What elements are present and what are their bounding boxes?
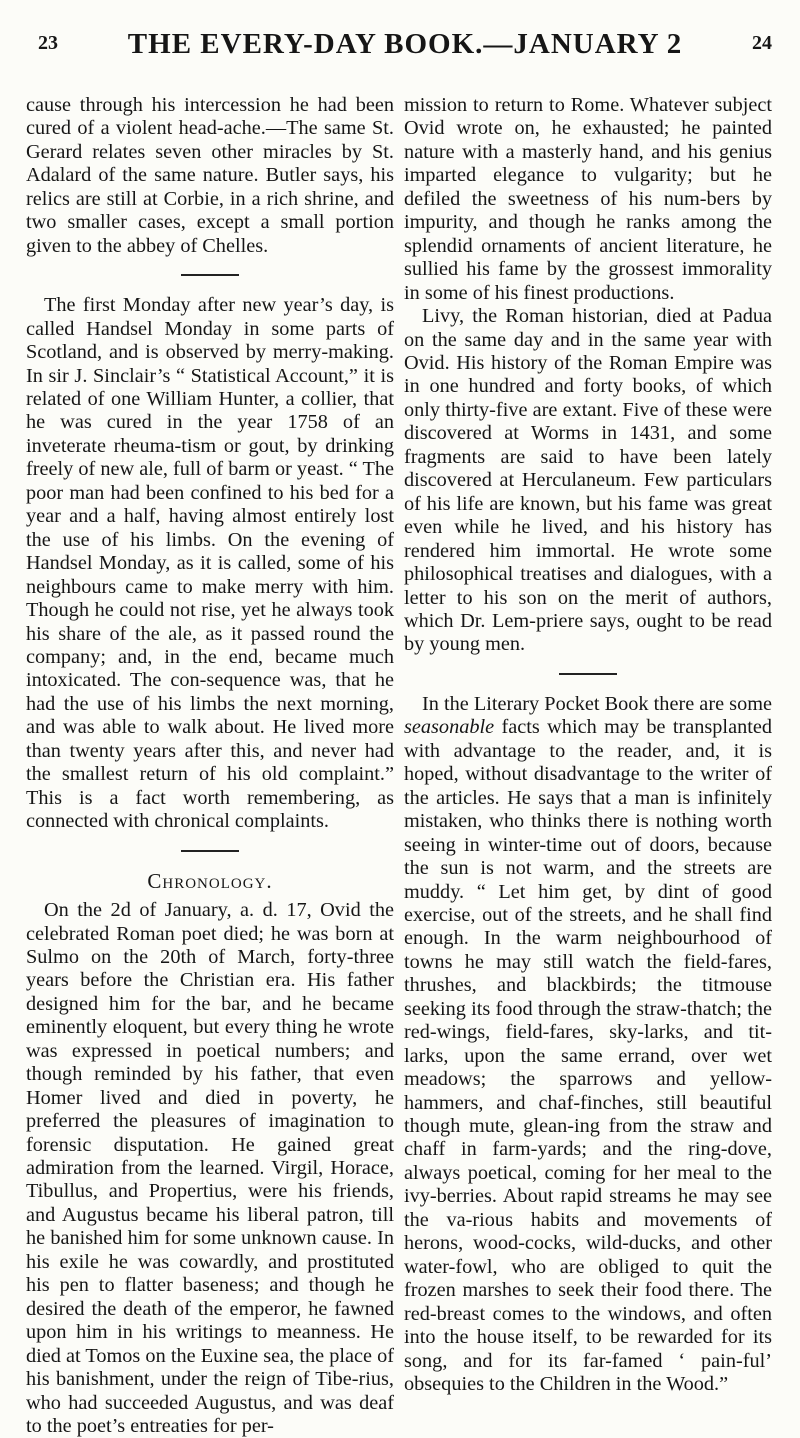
section-divider xyxy=(559,673,617,675)
section-divider xyxy=(181,850,239,852)
paragraph-handsel-monday: The first Monday after new year’s day, is called Handsel Monday in some parts of Scotland, and is observed by merry-making. In sir J. Sinclair’s “ Statistical Account,” it is related of one William Hunter, a collier, that he was cured in the year 1758 of an inveterate rheuma-tism or gout, by drinking freely of new ale, full of barm or yeast. “ The poor man had been confined to his bed for a year and a half, having almost entirely lost the use of his limbs. On the evening of Handsel Monday, as it is called, some of his neighbours came to make merry with him. Though he could not rise, yet he always took his share of the ale, as it passed round the company; and, in the end, became much intoxicated. The con-sequence was, that he had the use of his limbs the next morning, and was able to walk about. He lived more than twenty years after this, and never had the smallest return of his old complaint.” This is a fact worth remembering, as connected with chronical complaints. xyxy=(26,294,394,833)
page-number-left: 23 xyxy=(38,32,58,54)
paragraph-ovid: On the 2d of January, a. d. 17, Ovid the celebrated Roman poet died; he was born at Sulmo on the 20th of March, forty-three years before the Christian era. His father designed him for the bar, and he became eminently eloquent, but every thing he wrote was expressed in poetical numbers; and though reminded by his father, that even Homer lived and died in poverty, he preferred the pleasures of imagination to forensic disputation. He gained great admiration from the learned. Virgil, Horace, Tibullus, and Propertius, were his friends, and Augustus became his liberal patron, till he banished him for some unknown cause. In his exile he was cowardly, and prostituted his pen to flatter baseness; and though he desired the death of the emperor, he fawned upon him in his writings to meanness. He died at Tomos on the Euxine sea, the place of his banishment, under the reign of Tibe-rius, who had succeeded Augustus, and was deaf to the poet’s entreaties for per- xyxy=(26,899,394,1438)
emphasis-seasonable: seasonable xyxy=(404,716,495,739)
right-column xyxy=(404,94,772,1396)
left-column xyxy=(26,94,394,1438)
paragraph-text-start: In the Literary Pocket Book there are some xyxy=(422,692,772,715)
page-number-right: 24 xyxy=(752,32,772,54)
paragraph-literary-pocket-book xyxy=(404,693,772,1397)
chronology-heading: Chronology. xyxy=(147,868,273,893)
paragraph-livy: Livy, the Roman historian, died at Padua on the same day and in the same year with Ovid. His history of the Roman Empire was in one hundred and forty books, of which only thirty-five are extant. Five of these were discovered at Worms in 1431, and some fragments are said to have been lately discovered at Herculaneum. Few particulars of his life are known, but his fame was great even while he lived, and his history has rendered him immortal. He wrote some philosophical treatises and dialogues, with a letter to his son on the merit of authors, which Dr. Lem-priere says, ought to be read by young men. xyxy=(404,305,772,656)
running-header xyxy=(38,28,772,62)
paragraph-adalard: cause through his intercession he had been cured of a violent head-ache.—The same St. Gerard relates seven other miracles by St. Adalard of the same nature. Butler says, his relics are still at Corbie, in a rich shrine, and two smaller cases, except a small portion given to the abbey of Chelles. xyxy=(26,94,394,257)
section-divider xyxy=(181,274,239,276)
paragraph-ovid-continued: mission to return to Rome. Whatever subject Ovid wrote on, he exhausted; he painted nature with a masterly hand, and his genius imparted elegance to vulgarity; but he defiled the sweetness of his num-bers by impurity, and though he ranks among the splendid ornaments of ancient literature, he sullied his fame by the grossest immorality in some of his finest productions. xyxy=(404,94,772,304)
paragraph-text-rest: facts which may be transplanted with advantage to the reader, and, it is hoped, without disadvantage to the writer of the articles. He says that a man is infinitely mistaken, who thinks there is nothing worth seeing in winter-time out of doors, because the sun is not warm, and the streets are muddy. “ Let him get, by dint of good exercise, out of the streets, and he shall find enough. In the warm neighbourhood of towns he may still watch the field-fares, thrushes, and blackbirds; the titmouse seeking its food through the straw-thatch; the red-wings, field-fares, sky-larks, and tit-larks, upon the same errand, over wet meadows; the sparrows and yellow-hammers, and chaf-finches, still beautiful though mute, glean-ing from the straw and chaff in farm-yards; and the ring-dove, always poetical, coming for her meal to the ivy-berries. About rapid streams he may see the va-rious habits and movements of herons, wood-cocks, wild-ducks, and other water-fowl, who are obliged to quit the frozen marshes to seek their food there. The red-breast comes to the windows, and often into the house itself, to be rewarded for its song, and for its far-famed ‘ pain-ful’ obsequies to the Children in the Wood.” xyxy=(404,716,772,1396)
page-title: THE EVERY-DAY BOOK.—JANUARY 2 xyxy=(127,28,683,60)
